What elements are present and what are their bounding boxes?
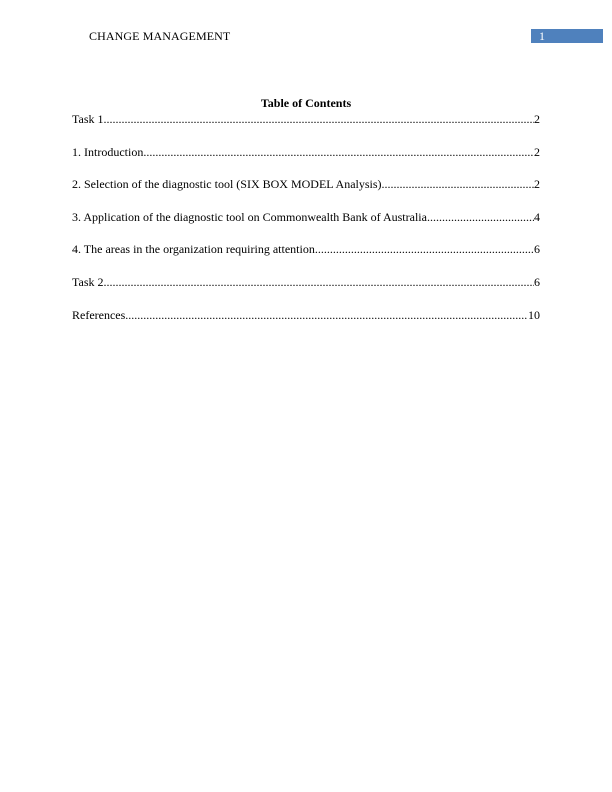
toc-entry-text: 2. Selection of the diagnostic tool (SIX BOX MODEL Analysis): [72, 177, 382, 192]
toc-list: [72, 112, 540, 340]
toc-entry-introduction[interactable]: [72, 145, 540, 159]
toc-entry-text: Task 2: [72, 274, 104, 289]
toc-entry-task-1[interactable]: [72, 112, 540, 126]
toc-dot-leader: [125, 308, 528, 322]
toc-dot-leader: [315, 242, 534, 256]
toc-entry-page: 2: [534, 177, 540, 192]
toc-dot-leader: [382, 177, 534, 191]
toc-entry-text: Task 1: [72, 112, 104, 126]
toc-entry-application[interactable]: [72, 210, 540, 224]
toc-entry-page: 6: [534, 242, 540, 257]
toc-dot-leader: [427, 210, 534, 224]
running-head: CHANGE MANAGEMENT: [89, 29, 231, 43]
toc-entry-page: 10: [528, 307, 540, 322]
toc-dot-leader: [104, 275, 535, 289]
toc-entry-page: 2: [534, 112, 540, 126]
toc-dot-leader: [143, 145, 534, 159]
toc-entry-text: References: [72, 307, 126, 322]
page-number: 1: [531, 29, 603, 43]
toc-title: Table of Contents: [260, 96, 352, 110]
toc-entry-text: 4. The areas in the organization requiring attention: [72, 242, 315, 257]
toc-entry-text: 1. Introduction: [72, 144, 144, 159]
toc-entry-selection[interactable]: [72, 177, 540, 191]
toc-entry-text: 3. Application of the diagnostic tool on Commonwealth Bank of Australia: [72, 209, 427, 224]
toc-entry-areas[interactable]: [72, 242, 540, 256]
toc-entry-page: 4: [534, 209, 540, 224]
toc-entry-references[interactable]: [72, 308, 540, 322]
toc-entry-page: 2: [534, 144, 540, 159]
toc-dot-leader: [104, 112, 535, 126]
toc-entry-page: 6: [534, 274, 540, 289]
toc-entry-task-2[interactable]: [72, 275, 540, 289]
